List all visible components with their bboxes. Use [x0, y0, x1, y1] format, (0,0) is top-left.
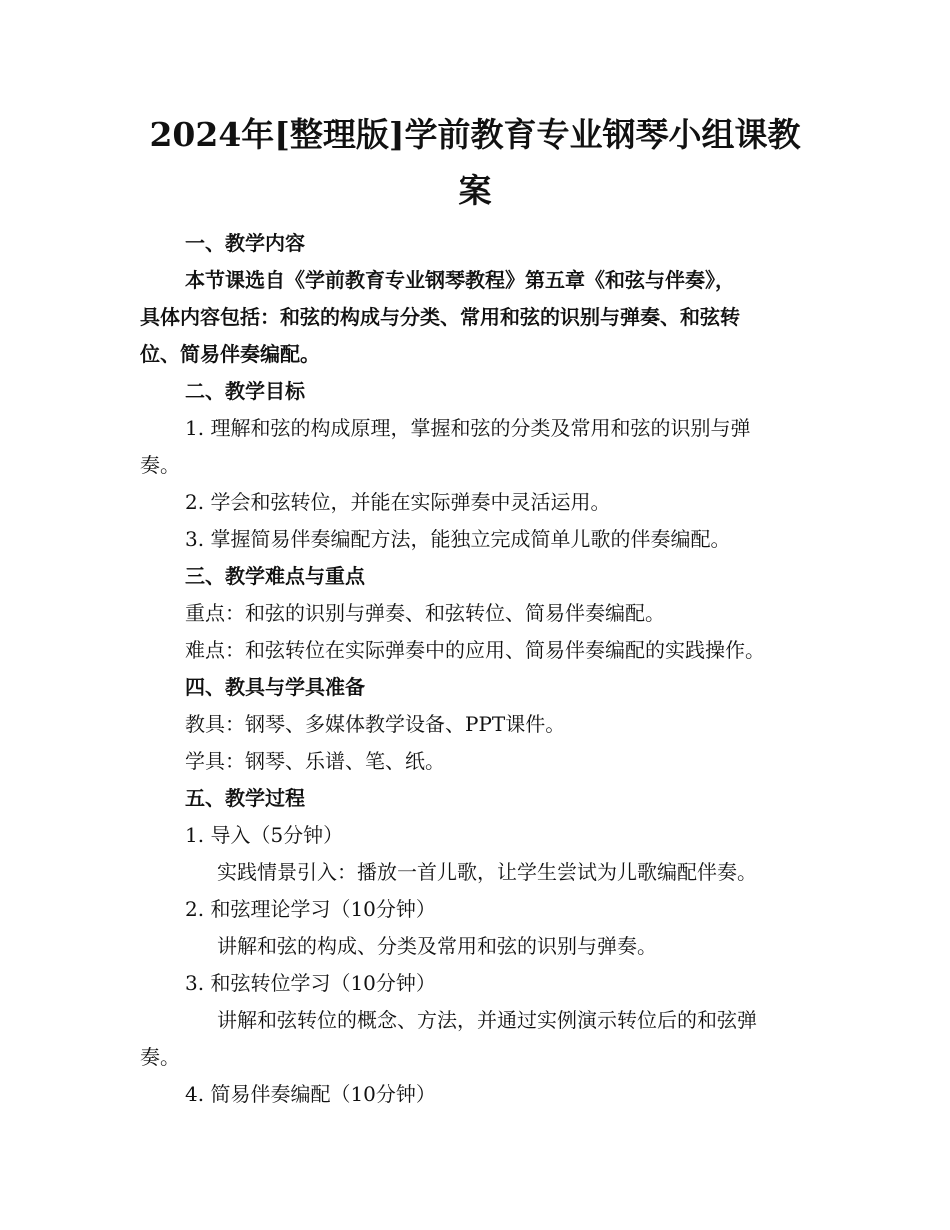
- objective-2: 2. 学会和弦转位，并能在实际弹奏中灵活运用。: [185, 490, 611, 514]
- step-3-text-line-2: 奏。: [140, 1045, 180, 1069]
- step-1-text: 实践情景引入：播放一首儿歌，让学生尝试为儿歌编配伴奏。: [217, 860, 757, 884]
- section-heading-process: 五、教学过程: [185, 786, 305, 810]
- section-heading-objectives: 二、教学目标: [185, 379, 305, 403]
- objective-1-line-1: 1. 理解和弦的构成原理，掌握和弦的分类及常用和弦的识别与弹: [185, 416, 751, 440]
- step-3-text-line-1: 讲解和弦转位的概念、方法，并通过实例演示转位后的和弦弹: [217, 1008, 757, 1032]
- content-paragraph-line-1: 本节课选自《学前教育专业钢琴教程》第五章《和弦与伴奏》，: [185, 268, 735, 292]
- step-2-title: 2. 和弦理论学习（10分钟）: [185, 897, 436, 921]
- section-heading-tools: 四、教具与学具准备: [185, 675, 365, 699]
- key-points: 重点：和弦的识别与弹奏、和弦转位、简易伴奏编配。: [185, 601, 665, 625]
- teacher-tools: 教具：钢琴、多媒体教学设备、PPT课件。: [185, 712, 566, 736]
- step-3-title: 3. 和弦转位学习（10分钟）: [185, 971, 436, 995]
- document-title-line-2: 案: [458, 171, 492, 210]
- objective-3: 3. 掌握简易伴奏编配方法，能独立完成简单儿歌的伴奏编配。: [185, 527, 731, 551]
- section-heading-content: 一、教学内容: [185, 231, 305, 255]
- content-paragraph-line-2: 具体内容包括：和弦的构成与分类、常用和弦的识别与弹奏、和弦转: [140, 305, 740, 329]
- section-heading-focus: 三、教学难点与重点: [185, 564, 365, 588]
- difficult-points: 难点：和弦转位在实际弹奏中的应用、简易伴奏编配的实践操作。: [185, 638, 765, 662]
- step-1-title: 1. 导入（5分钟）: [185, 823, 344, 847]
- content-paragraph-line-3: 位、简易伴奏编配。: [140, 342, 320, 366]
- step-2-text: 讲解和弦的构成、分类及常用和弦的识别与弹奏。: [217, 934, 657, 958]
- step-4-title: 4. 简易伴奏编配（10分钟）: [185, 1082, 436, 1106]
- document-title-line-1: 2024年[整理版]学前教育专业钢琴小组课教: [149, 115, 801, 154]
- student-tools: 学具：钢琴、乐谱、笔、纸。: [185, 749, 445, 773]
- objective-1-line-2: 奏。: [140, 453, 180, 477]
